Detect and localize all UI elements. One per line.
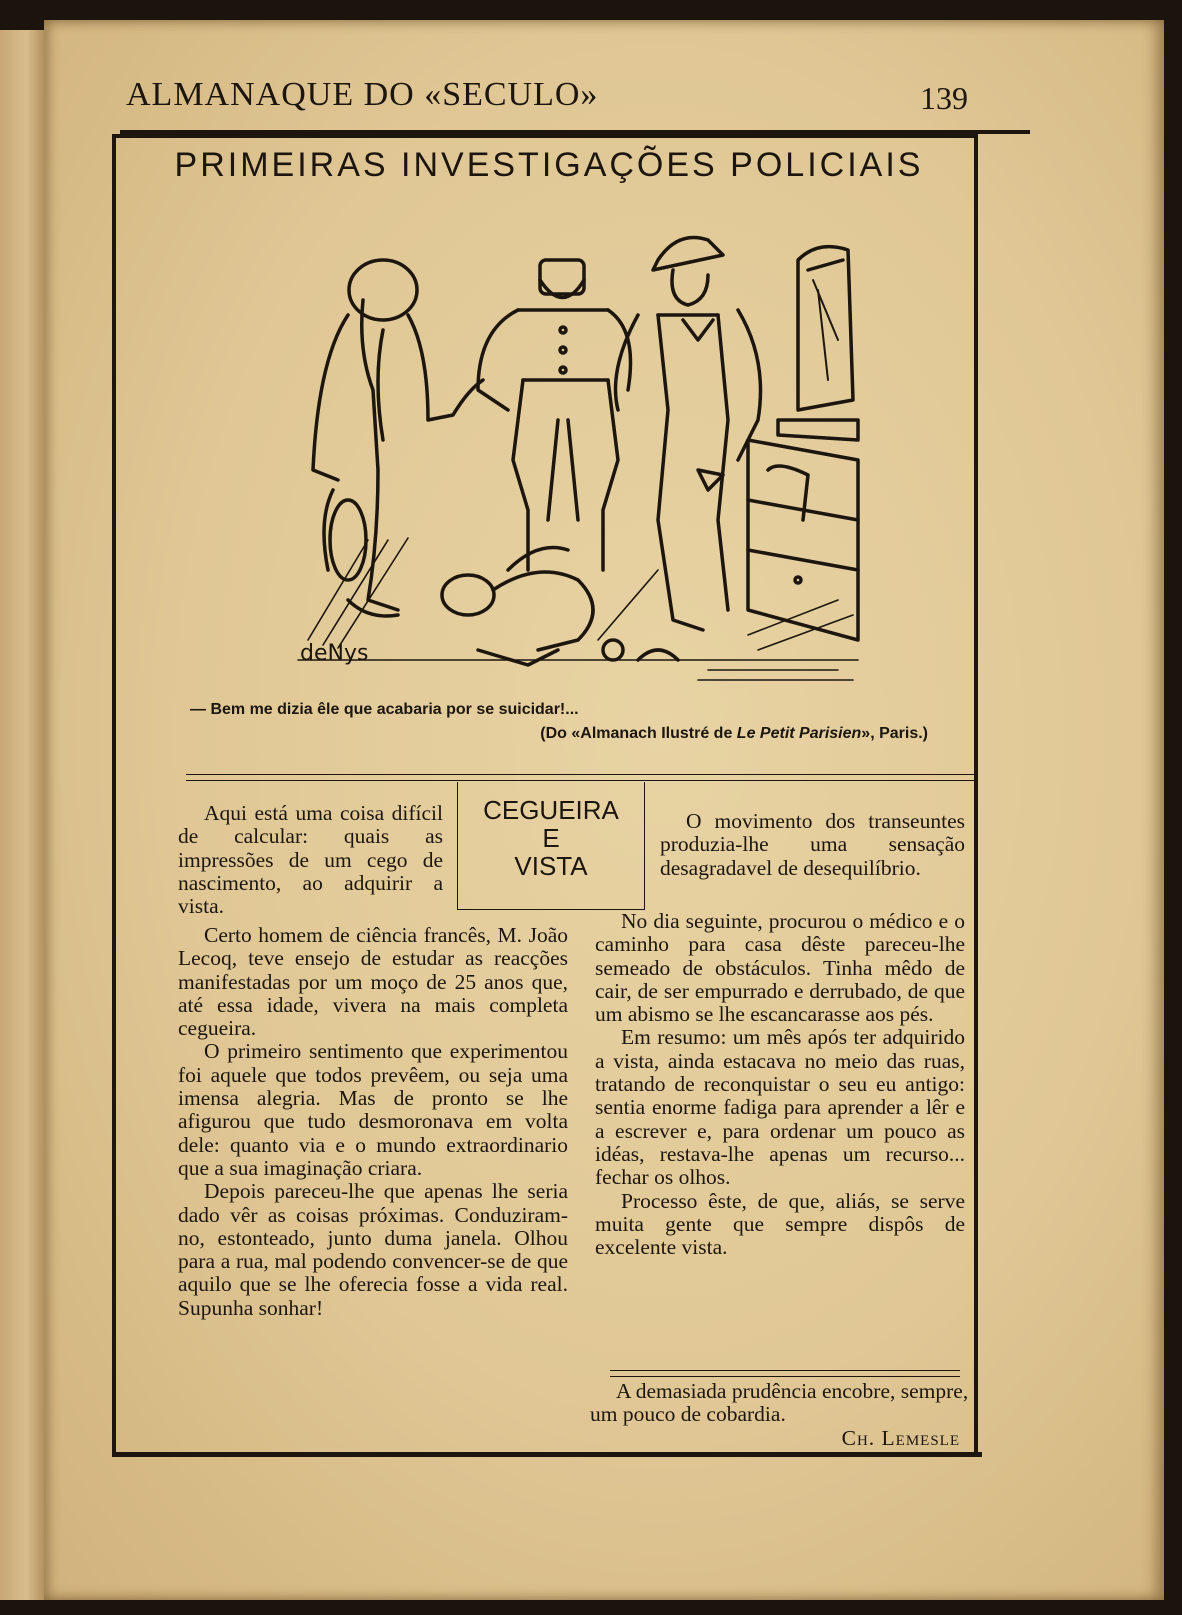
- right-paragraph-1: O movimento dos transeuntes produzia-lhe uma sensação desagradavel de desequilíbrio.: [660, 809, 965, 880]
- left-column: [178, 924, 568, 1320]
- running-title: ALMANAQUE DO «SECULO»: [126, 76, 599, 113]
- maxim-text: A demasiada prudência encobre, sempre, um pouco de cobardia.: [590, 1379, 969, 1427]
- right-column: [595, 910, 965, 1259]
- window-frame: [778, 247, 858, 440]
- caption-source-italic: Le Petit Parisien: [736, 725, 862, 742]
- old-man-figure: [313, 260, 483, 616]
- left-paragraph-3: O primeiro sentimento que experimentou foi aquele que todos prevêem, ou seja uma imensa alegria. Mas de pronto se lhe afigurou que tudo desmoronava em volta dele: quanto via e o mundo extraordinario que a sua imaginação criara.: [178, 1039, 568, 1180]
- right-column-intro: [660, 810, 965, 880]
- right-paragraph-2: No dia seguinte, procurou o médico e o caminho para casa dêste pareceu-lhe semeado de obstáculos. Tinha mêdo de cair, de ser empurrado e derrubado, de que um abismo se lhe escancarasse aos pés.: [595, 909, 965, 1027]
- maxim-author: [590, 1427, 980, 1450]
- left-paragraph-1: Aqui está uma coisa difícil de calcular: quais as impressões de um cego de nascimento, ao adquirir a vista.: [178, 801, 443, 919]
- detective-figure: [616, 238, 761, 631]
- left-paragraph-2: Certo homem de ciência francês, M. João Lecoq, teve ensejo de estudar as reacções manifestadas por um moço de 25 anos que, até essa idade, vivera na mais completa cegueira.: [178, 923, 568, 1041]
- caption-quote: — Bem me dizia êle que acabaria por se suicidar!...: [190, 701, 579, 718]
- frame-top: [112, 134, 978, 138]
- frame-right: [974, 134, 978, 1456]
- frame-left: [112, 134, 116, 1456]
- page-number: 139: [920, 80, 968, 116]
- maxim-rule: [610, 1370, 960, 1377]
- cartoon-illustration: [278, 220, 898, 690]
- right-paragraph-3: Em resumo: um mês após ter adquirido a vista, ainda estacava no meio das ruas, tratando de reconquistar o seu eu antigo: sentia enorme fadiga para aprender a lêr e a escrever e, para ordenar um pouco as idéas, restava-lhe apenas um recurso... fechar os olhos.: [595, 1025, 965, 1190]
- caption-rule: [186, 774, 974, 781]
- body-on-floor: [442, 548, 678, 666]
- left-column-intro: [178, 802, 443, 918]
- cartoon-signature: deNys: [300, 641, 369, 666]
- floor-hatching: [298, 538, 858, 680]
- right-paragraph-4: Processo êste, de que, aliás, se serve muita gente que sempre dispôs de excelente vista.: [595, 1188, 965, 1260]
- left-paragraph-4: Depois pareceu-lhe que apenas lhe seria dado vêr as coisas próximas. Conduziram-no, estonteado, junto duma janela. Olhou para a rua, mal podendo convencer-se de que aquilo que se lhe oferecia fosse a vida real. Supunha sonhar!: [178, 1179, 568, 1320]
- facing-page-edge: [0, 30, 44, 1600]
- frame-bottom: [112, 1452, 982, 1457]
- sidebar-title-line-3: VISTA: [514, 851, 588, 881]
- chest-of-drawers: [748, 440, 858, 640]
- policeman-figure: [478, 260, 631, 570]
- caption-source-pre: (Do «Almanach Ilustré de: [540, 725, 737, 742]
- maxim: [590, 1380, 980, 1450]
- caption-source: [180, 722, 940, 746]
- article-title: PRIMEIRAS INVESTIGAÇÕES POLICIAIS: [174, 146, 924, 184]
- sidebar-title-line-2: E: [542, 823, 560, 853]
- caption-source-post: », Paris.): [861, 725, 928, 742]
- maxim-author-name: Ch. Lemesle: [841, 1425, 960, 1450]
- sidebar-title-box: [457, 782, 645, 910]
- cartoon-caption: [180, 698, 940, 746]
- sidebar-title-line-1: CEGUEIRA: [483, 795, 619, 825]
